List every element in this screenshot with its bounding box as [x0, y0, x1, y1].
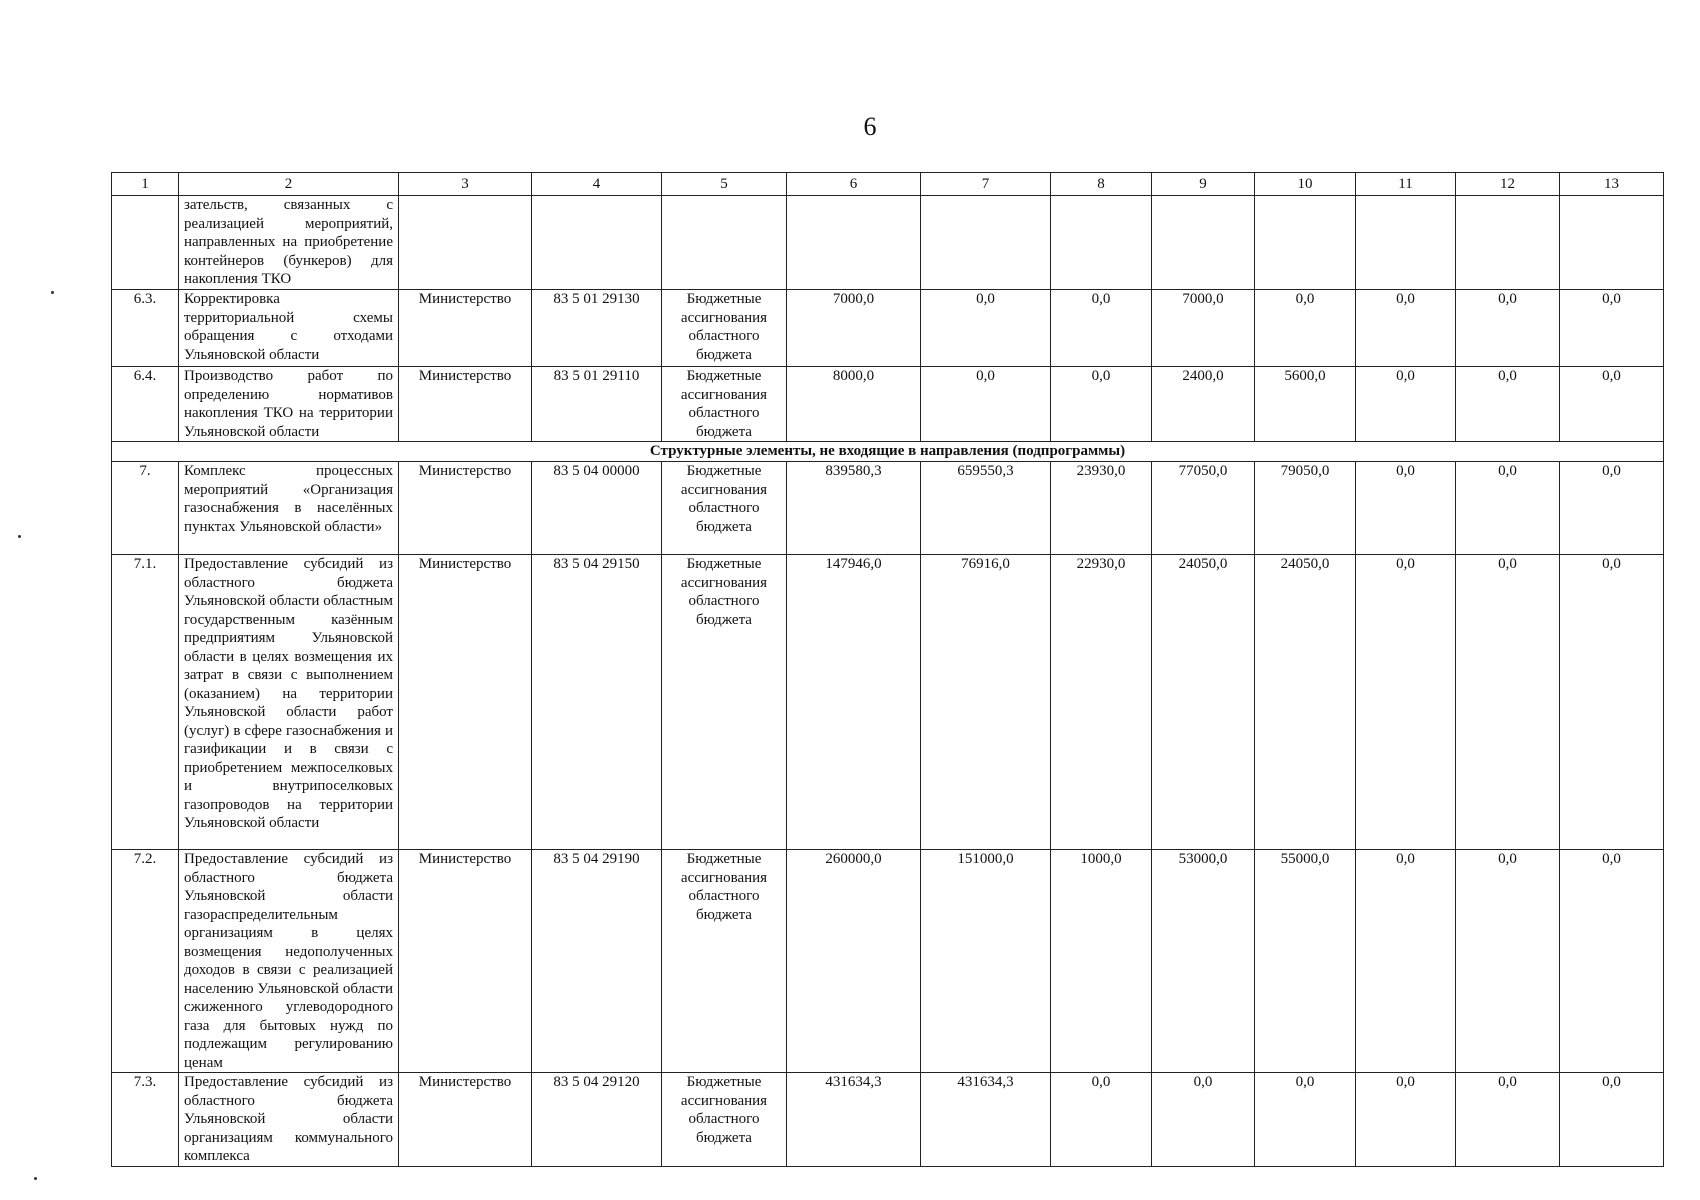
row-value: 0,0	[1356, 555, 1456, 850]
page-number: 6	[863, 112, 877, 141]
row-code: 83 5 04 29190	[532, 850, 662, 1073]
row-value: 0,0	[1255, 1073, 1356, 1167]
row-source: Бюджетные ассигнования областного бюджета	[662, 850, 787, 1073]
table-body	[112, 196, 1664, 1167]
column-header: 12	[1456, 173, 1560, 196]
row-name: Предоставление субсидий из областного бюджета Ульяновской области областным государственным казённым предприятиям Ульяновской области в целях возмещения их затрат в связи с выполнением (оказанием) на территории Ульяновской области работ (услуг) в сфере газоснабжения и газификации и в связи с приобретением межпоселковых и внутрипоселковых газопроводов на территории Ульяновской области	[179, 555, 399, 850]
row-name: Комплекс процессных мероприятий «Организация газоснабжения в населённых пунктах Ульяновской области»	[179, 462, 399, 555]
column-header: 4	[532, 173, 662, 196]
row-value: 0,0	[1456, 290, 1560, 367]
row-value: 147946,0	[787, 555, 921, 850]
column-header: 11	[1356, 173, 1456, 196]
table-row	[112, 850, 1664, 1073]
row-value: 0,0	[1255, 290, 1356, 367]
column-header: 13	[1560, 173, 1664, 196]
row-source: Бюджетные ассигнования областного бюджета	[662, 1073, 787, 1167]
table-row	[112, 1073, 1664, 1167]
row-value	[921, 196, 1051, 290]
row-value: 0,0	[1560, 367, 1664, 442]
row-value: 0,0	[1560, 462, 1664, 555]
row-value: 79050,0	[1255, 462, 1356, 555]
row-number: 7.2.	[112, 850, 179, 1073]
scan-speck	[34, 1177, 37, 1180]
row-source: Бюджетные ассигнования областного бюджета	[662, 462, 787, 555]
row-value	[787, 196, 921, 290]
row-value: 659550,3	[921, 462, 1051, 555]
row-value: 77050,0	[1152, 462, 1255, 555]
row-code	[532, 196, 662, 290]
row-value: 839580,3	[787, 462, 921, 555]
row-source	[662, 196, 787, 290]
row-value: 0,0	[1560, 1073, 1664, 1167]
table-row	[112, 196, 1664, 290]
row-value	[1152, 196, 1255, 290]
row-number: 7.	[112, 462, 179, 555]
column-header: 6	[787, 173, 921, 196]
row-value: 0,0	[1456, 555, 1560, 850]
column-header: 3	[399, 173, 532, 196]
section-heading: Структурные элементы, не входящие в направления (подпрограммы)	[112, 442, 1664, 462]
table-row	[112, 367, 1664, 442]
row-value: 0,0	[1356, 462, 1456, 555]
row-name: зательств, связанных с реализацией мероприятий, направленных на приобретение контейнеров (бункеров) для накопления ТКО	[179, 196, 399, 290]
row-source: Бюджетные ассигнования областного бюджета	[662, 555, 787, 850]
row-code: 83 5 04 29150	[532, 555, 662, 850]
column-header: 1	[112, 173, 179, 196]
row-value: 24050,0	[1255, 555, 1356, 850]
row-value: 0,0	[1456, 1073, 1560, 1167]
row-value: 23930,0	[1051, 462, 1152, 555]
row-value: 55000,0	[1255, 850, 1356, 1073]
row-value: 22930,0	[1051, 555, 1152, 850]
row-number	[112, 196, 179, 290]
row-value: 0,0	[921, 367, 1051, 442]
column-header: 8	[1051, 173, 1152, 196]
table-row	[112, 555, 1664, 850]
row-number: 6.4.	[112, 367, 179, 442]
row-value	[1255, 196, 1356, 290]
row-value	[1051, 196, 1152, 290]
row-value: 0,0	[1051, 1073, 1152, 1167]
row-value: 0,0	[1051, 367, 1152, 442]
row-executor: Министерство	[399, 462, 532, 555]
scan-speck	[18, 535, 21, 538]
row-value: 260000,0	[787, 850, 921, 1073]
row-value: 0,0	[1560, 555, 1664, 850]
row-source: Бюджетные ассигнования областного бюджета	[662, 290, 787, 367]
row-value: 7000,0	[1152, 290, 1255, 367]
scan-speck	[51, 291, 54, 294]
row-source: Бюджетные ассигнования областного бюджета	[662, 367, 787, 442]
row-value: 0,0	[921, 290, 1051, 367]
row-value: 0,0	[1560, 290, 1664, 367]
row-value: 53000,0	[1152, 850, 1255, 1073]
row-value: 5600,0	[1255, 367, 1356, 442]
column-header: 7	[921, 173, 1051, 196]
row-code: 83 5 01 29110	[532, 367, 662, 442]
row-value	[1560, 196, 1664, 290]
row-value: 0,0	[1152, 1073, 1255, 1167]
row-value: 0,0	[1356, 367, 1456, 442]
section-heading-row	[112, 442, 1664, 462]
row-value: 151000,0	[921, 850, 1051, 1073]
table-row	[112, 290, 1664, 367]
budget-table	[111, 172, 1664, 1167]
row-value: 76916,0	[921, 555, 1051, 850]
row-number: 7.1.	[112, 555, 179, 850]
row-value: 431634,3	[921, 1073, 1051, 1167]
row-value: 0,0	[1356, 850, 1456, 1073]
row-value	[1456, 196, 1560, 290]
column-header: 5	[662, 173, 787, 196]
column-header: 9	[1152, 173, 1255, 196]
header-row	[112, 173, 1664, 196]
row-executor: Министерство	[399, 290, 532, 367]
row-name: Предоставление субсидий из областного бюджета Ульяновской области газораспределительным организациям в целях возмещения недополученных доходов в связи с реализацией населению Ульяновской области сжиженного углеводородного газа для бытовых нужд по подлежащим регулированию ценам	[179, 850, 399, 1073]
row-number: 7.3.	[112, 1073, 179, 1167]
row-value: 0,0	[1356, 290, 1456, 367]
row-value: 7000,0	[787, 290, 921, 367]
row-name: Производство работ по определению нормативов накопления ТКО на территории Ульяновской области	[179, 367, 399, 442]
row-value: 0,0	[1356, 1073, 1456, 1167]
row-code: 83 5 04 29120	[532, 1073, 662, 1167]
row-value: 24050,0	[1152, 555, 1255, 850]
row-executor	[399, 196, 532, 290]
row-name: Корректировка территориальной схемы обращения с отходами Ульяновской области	[179, 290, 399, 367]
row-value: 431634,3	[787, 1073, 921, 1167]
row-executor: Министерство	[399, 1073, 532, 1167]
row-value: 0,0	[1456, 850, 1560, 1073]
column-header: 2	[179, 173, 399, 196]
row-code: 83 5 01 29130	[532, 290, 662, 367]
row-value: 0,0	[1051, 290, 1152, 367]
row-value: 0,0	[1456, 367, 1560, 442]
row-name: Предоставление субсидий из областного бюджета Ульяновской области организациям коммунального комплекса	[179, 1073, 399, 1167]
row-value	[1356, 196, 1456, 290]
row-value: 1000,0	[1051, 850, 1152, 1073]
row-number: 6.3.	[112, 290, 179, 367]
row-value: 0,0	[1456, 462, 1560, 555]
row-code: 83 5 04 00000	[532, 462, 662, 555]
row-executor: Министерство	[399, 367, 532, 442]
row-executor: Министерство	[399, 850, 532, 1073]
row-value: 2400,0	[1152, 367, 1255, 442]
column-header: 10	[1255, 173, 1356, 196]
row-executor: Министерство	[399, 555, 532, 850]
row-value: 8000,0	[787, 367, 921, 442]
row-value: 0,0	[1560, 850, 1664, 1073]
table-row	[112, 462, 1664, 555]
